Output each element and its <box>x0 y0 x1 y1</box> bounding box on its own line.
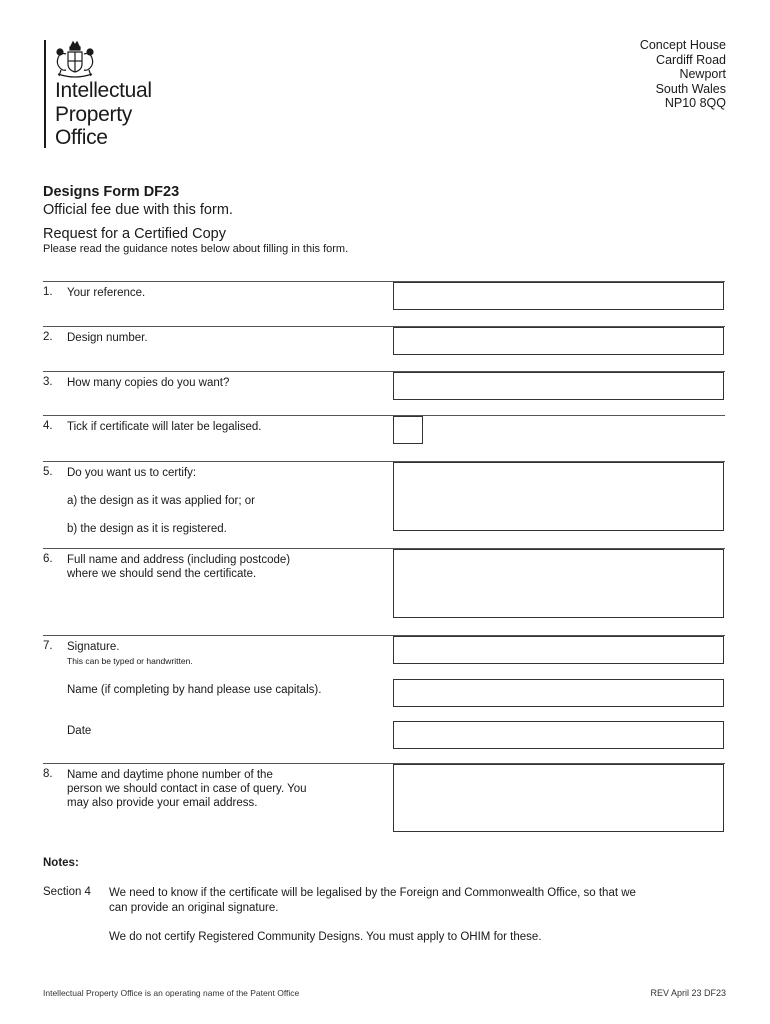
royal-crest-icon <box>52 40 98 80</box>
legalised-label: Tick if certificate will later be legalised. <box>67 421 262 433</box>
logo-line: Property <box>55 102 132 126</box>
your-reference-label: Your reference. <box>67 287 146 299</box>
date-field[interactable] <box>393 721 724 749</box>
signature-field[interactable] <box>393 636 724 664</box>
fee-notice: Official fee due with this form. <box>43 202 233 218</box>
address-line: Concept House <box>639 38 726 52</box>
certify-label: Do you want us to certify: <box>67 467 197 479</box>
question-number: 4. <box>43 420 53 432</box>
signature-label: Signature. <box>67 641 120 653</box>
certify-option-a: a) the design as it was applied for; or <box>67 495 255 507</box>
address-line: Cardiff Road <box>656 52 726 67</box>
name-field[interactable] <box>393 679 724 707</box>
contact-label-line: may also provide your email address. <box>67 797 258 809</box>
note-paragraph-line: We need to know if the certificate will be legalised by the Foreign and Commonwealth Office, so that we <box>109 887 636 899</box>
address-line: Newport <box>679 67 726 82</box>
signature-hint: This can be typed or handwritten. <box>67 656 193 666</box>
question-number: 1. <box>43 286 53 298</box>
question-number: 7. <box>43 640 53 652</box>
contact-field[interactable] <box>393 764 724 832</box>
design-number-label: Design number. <box>67 332 148 344</box>
question-number: 8. <box>43 768 53 780</box>
address-line: South Wales <box>655 81 726 96</box>
divider <box>43 415 725 416</box>
your-reference-field[interactable] <box>393 282 724 310</box>
notes-heading: Notes: <box>43 857 79 869</box>
question-number: 3. <box>43 376 53 388</box>
contact-label-line: Name and daytime phone number of the <box>67 769 273 781</box>
send-address-field[interactable] <box>393 549 724 618</box>
note-paragraph-line: can provide an original signature. <box>109 902 279 914</box>
request-title: Request for a Certified Copy <box>43 226 226 242</box>
address-label-line: Full name and address (including postcode) <box>67 554 291 566</box>
certify-field[interactable] <box>393 462 724 531</box>
logo-line: Office <box>55 126 108 149</box>
ipo-logo-text <box>55 79 152 150</box>
office-address <box>640 38 726 111</box>
note-paragraph: We do not certify Registered Community Designs. You must apply to OHIM for these. <box>109 931 542 943</box>
form-title: Designs Form DF23 <box>43 184 180 200</box>
legalised-checkbox[interactable] <box>393 416 423 444</box>
logo-line: Intellectual <box>55 79 152 102</box>
copies-field[interactable] <box>393 372 724 400</box>
certify-option-b: b) the design as it is registered. <box>67 523 227 535</box>
question-number: 5. <box>43 466 53 478</box>
logo-divider <box>44 40 46 148</box>
contact-label-line: person we should contact in case of query. You <box>67 783 307 795</box>
name-label: Name (if completing by hand please use capitals). <box>67 684 322 696</box>
address-line: NP10 8QQ <box>664 96 726 111</box>
copies-label: How many copies do you want? <box>67 377 230 389</box>
date-label: Date <box>67 725 92 737</box>
note-section-label: Section 4 <box>43 886 91 898</box>
footer-note: Intellectual Property Office is an operating name of the Patent Office <box>43 988 300 998</box>
question-number: 6. <box>43 553 53 565</box>
design-number-field[interactable] <box>393 327 724 355</box>
form-revision: REV April 23 DF23 <box>650 988 726 998</box>
guidance-note: Please read the guidance notes below about filling in this form. <box>43 243 349 255</box>
address-label-line: where we should send the certificate. <box>67 568 257 580</box>
question-number: 2. <box>43 331 53 343</box>
